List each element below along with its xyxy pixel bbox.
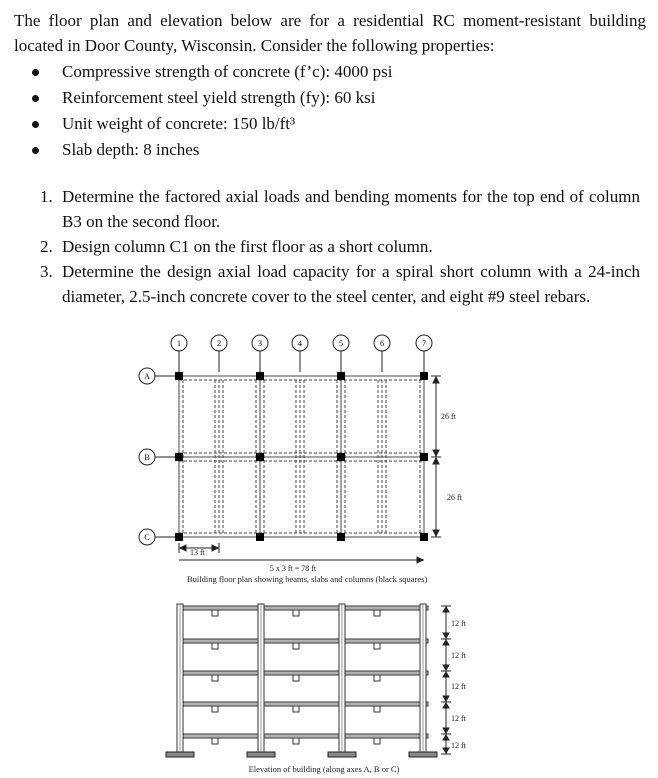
story-height-3: 12 ft [451, 682, 466, 691]
story-height-4: 12 ft [451, 651, 466, 660]
plan-beams [179, 376, 424, 537]
dim-bay: 13 ft [190, 548, 205, 557]
floor-plan-caption: Building floor plan showing beams, slabs and columns (black squares) [187, 574, 428, 584]
property-item: Unit weight of concrete: 150 lb/ft³ [28, 111, 392, 137]
grid-label-2: 2 [217, 339, 221, 348]
task-text: Determine the design axial load capacity for a spiral short column with a 24-inch diameter, 2.5-inch concrete cover to the steel center, and eight #9 steel rebars. [62, 262, 640, 306]
property-item: Slab depth: 8 inches [28, 137, 392, 163]
plan-horizontal-dimensions [179, 543, 424, 563]
elevation-dimensions [441, 606, 451, 754]
grid-label-A: A [144, 372, 150, 381]
grid-label-5: 5 [339, 339, 343, 348]
property-item: Reinforcement steel yield strength (fy): 60 ksi [28, 85, 392, 111]
column-grid-bubbles [171, 335, 432, 372]
problem-intro: The floor plan and elevation below are for a residential RC moment-resistant building located in Door County, Wisconsin. Consider the following properties: [14, 11, 646, 55]
row-grid-bubbles [139, 368, 175, 545]
task-text: Design column C1 on the first floor as a short column. [62, 237, 433, 256]
grid-label-6: 6 [380, 339, 384, 348]
grid-label-4: 4 [298, 339, 302, 348]
plan-vertical-dimensions [431, 376, 441, 537]
grid-label-1: 1 [177, 339, 181, 348]
task-text: Determine the factored axial loads and bending moments for the top end of column B3 on the second floor. [62, 187, 640, 231]
story-height-2: 12 ft [451, 714, 466, 723]
elevation-caption: Elevation of building (along axes A, B or C) [248, 764, 400, 774]
grid-label-3: 3 [258, 339, 262, 348]
grid-label-B: B [144, 453, 150, 462]
task-number: 3. [40, 262, 53, 281]
story-height-1: 12 ft [451, 741, 466, 750]
elevation-frame [166, 604, 437, 757]
grid-label-7: 7 [422, 339, 426, 348]
dim-total: 5 x 3 ft = 78 ft [269, 564, 317, 573]
property-item: Compressive strength of concrete (f’c): 4000 psi [28, 59, 392, 85]
story-height-5: 12 ft [451, 619, 466, 628]
task-number: 1. [40, 187, 53, 206]
grid-label-C: C [144, 533, 150, 542]
task-number: 2. [40, 237, 53, 256]
dim-span-AB: 26 ft [441, 412, 456, 421]
dim-span-BC: 26 ft [447, 493, 462, 502]
